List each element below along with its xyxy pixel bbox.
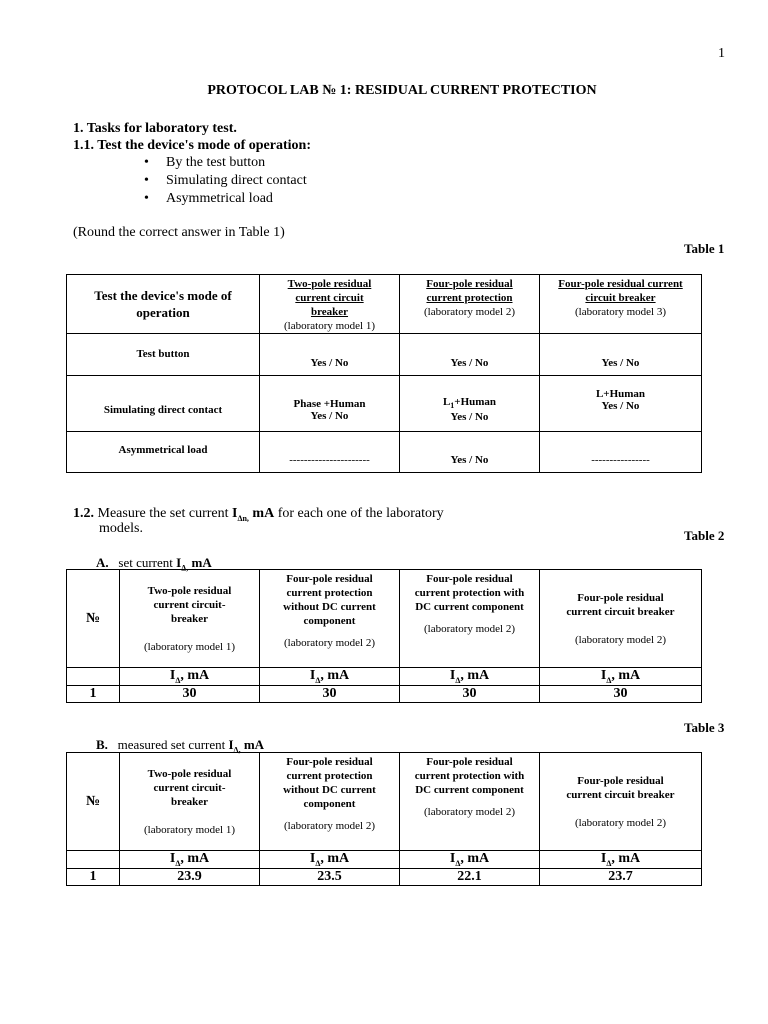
table-2-caption: Table 2 (684, 528, 725, 543)
section-1-1-heading: 1.1. Test the device's mode of operation: (73, 138, 311, 153)
cell: Yes / No (540, 334, 702, 376)
unit-cell: $I_\Delta$, mA (400, 851, 540, 869)
row-label: Asymmetrical load (67, 432, 260, 473)
table-row (67, 432, 702, 473)
list-item: • Simulating direct contact (144, 172, 307, 190)
table-1-col-header: Two-pole residual current circuit breaker (laboratory model 1) (260, 275, 400, 334)
cell: Yes / No (400, 432, 540, 473)
value-cell: 30 (400, 686, 540, 703)
cell (67, 851, 120, 869)
unit-cell: $I_\Delta$, mA (400, 668, 540, 686)
value-cell: 30 (120, 686, 260, 703)
table-1-col-header: Four-pole residual current circuit breaker (laboratory model 3) (540, 275, 702, 334)
mode-list (144, 154, 307, 208)
unit-cell: $I_\Delta$, mA (120, 668, 260, 686)
row-label: Simulating direct contact (67, 376, 260, 432)
value-cell: 23.7 (540, 869, 702, 886)
value-cell: 23.5 (260, 869, 400, 886)
table-row (67, 869, 702, 886)
number-header: № (67, 753, 120, 851)
section-1-heading: 1. Tasks for laboratory test. (73, 121, 237, 136)
table-2-col-header: Two-pole residual current circuit-breaker (laboratory model 1) (120, 570, 260, 668)
cell: L+Human Yes / No (540, 376, 702, 432)
cell (67, 668, 120, 686)
table-3-col-header: Two-pole residual current circuit-breaker (laboratory model 1) (120, 753, 260, 851)
round-note: (Round the correct answer in Table 1) (73, 225, 285, 240)
table-row (67, 668, 702, 686)
table-2-col-header: Four-pole residual current protection without DC current component (laboratory model 2) (260, 570, 400, 668)
table-row (67, 686, 702, 703)
table-1-col-header: Four-pole residual current protection (laboratory model 2) (400, 275, 540, 334)
cell: Yes / No (260, 334, 400, 376)
unit-cell: $I_\Delta$, mA (260, 668, 400, 686)
table-row (67, 334, 702, 376)
table-3-caption: Table 3 (684, 720, 725, 735)
table-row (67, 376, 702, 432)
unit-cell: $I_\Delta$, mA (540, 851, 702, 869)
page-title: PROTOCOL LAB № 1: RESIDUAL CURRENT PROTECTION (207, 83, 597, 98)
table-1 (66, 274, 702, 473)
section-1-2-cont: models. (99, 521, 143, 536)
table-2-label: A. set current $I_{\Delta,}$ mA (96, 555, 212, 573)
row-label: Test button (67, 334, 260, 376)
table-3-col-header: Four-pole residual current protection with DC current component (laboratory model 2) (400, 753, 540, 851)
number-header: № (67, 570, 120, 668)
value-cell: 23.9 (120, 869, 260, 886)
table-1-caption: Table 1 (684, 241, 725, 256)
table-2-col-header: Four-pole residual current circuit breaker (laboratory model 2) (540, 570, 702, 668)
row-number: 1 (67, 686, 120, 703)
row-number: 1 (67, 869, 120, 886)
unit-cell: $I_\Delta$, mA (260, 851, 400, 869)
unit-cell: $I_\Delta$, mA (540, 668, 702, 686)
cell: Yes / No (400, 334, 540, 376)
section-1-2: 1.2. Measure the set current $I_{\Delta n,}$ mA for each one of the laboratory (73, 506, 444, 523)
value-cell: 30 (540, 686, 702, 703)
cell: $L_1+Human$ Yes / No (400, 376, 540, 432)
value-cell: 30 (260, 686, 400, 703)
cell: ---------------- (540, 432, 702, 473)
list-item: • By the test button (144, 154, 307, 172)
table-2-col-header: Four-pole residual current protection with DC current component (laboratory model 2) (400, 570, 540, 668)
page-number: 1 (718, 46, 725, 61)
table-2 (66, 569, 702, 703)
table-row (67, 851, 702, 869)
unit-cell: $I_\Delta$, mA (120, 851, 260, 869)
table-3-label: B. measured set current $I_{\Delta,}$ mA (96, 737, 265, 755)
table-1-corner: Test the device's mode of operation (67, 275, 260, 334)
cell: ---------------------- (260, 432, 400, 473)
value-cell: 22.1 (400, 869, 540, 886)
table-3-col-header: Four-pole residual current circuit breaker (laboratory model 2) (540, 753, 702, 851)
table-3 (66, 752, 702, 886)
list-item: • Asymmetrical load (144, 190, 307, 208)
table-3-col-header: Four-pole residual current protection without DC current component (laboratory model 2) (260, 753, 400, 851)
cell: Phase +Human Yes / No (260, 376, 400, 432)
